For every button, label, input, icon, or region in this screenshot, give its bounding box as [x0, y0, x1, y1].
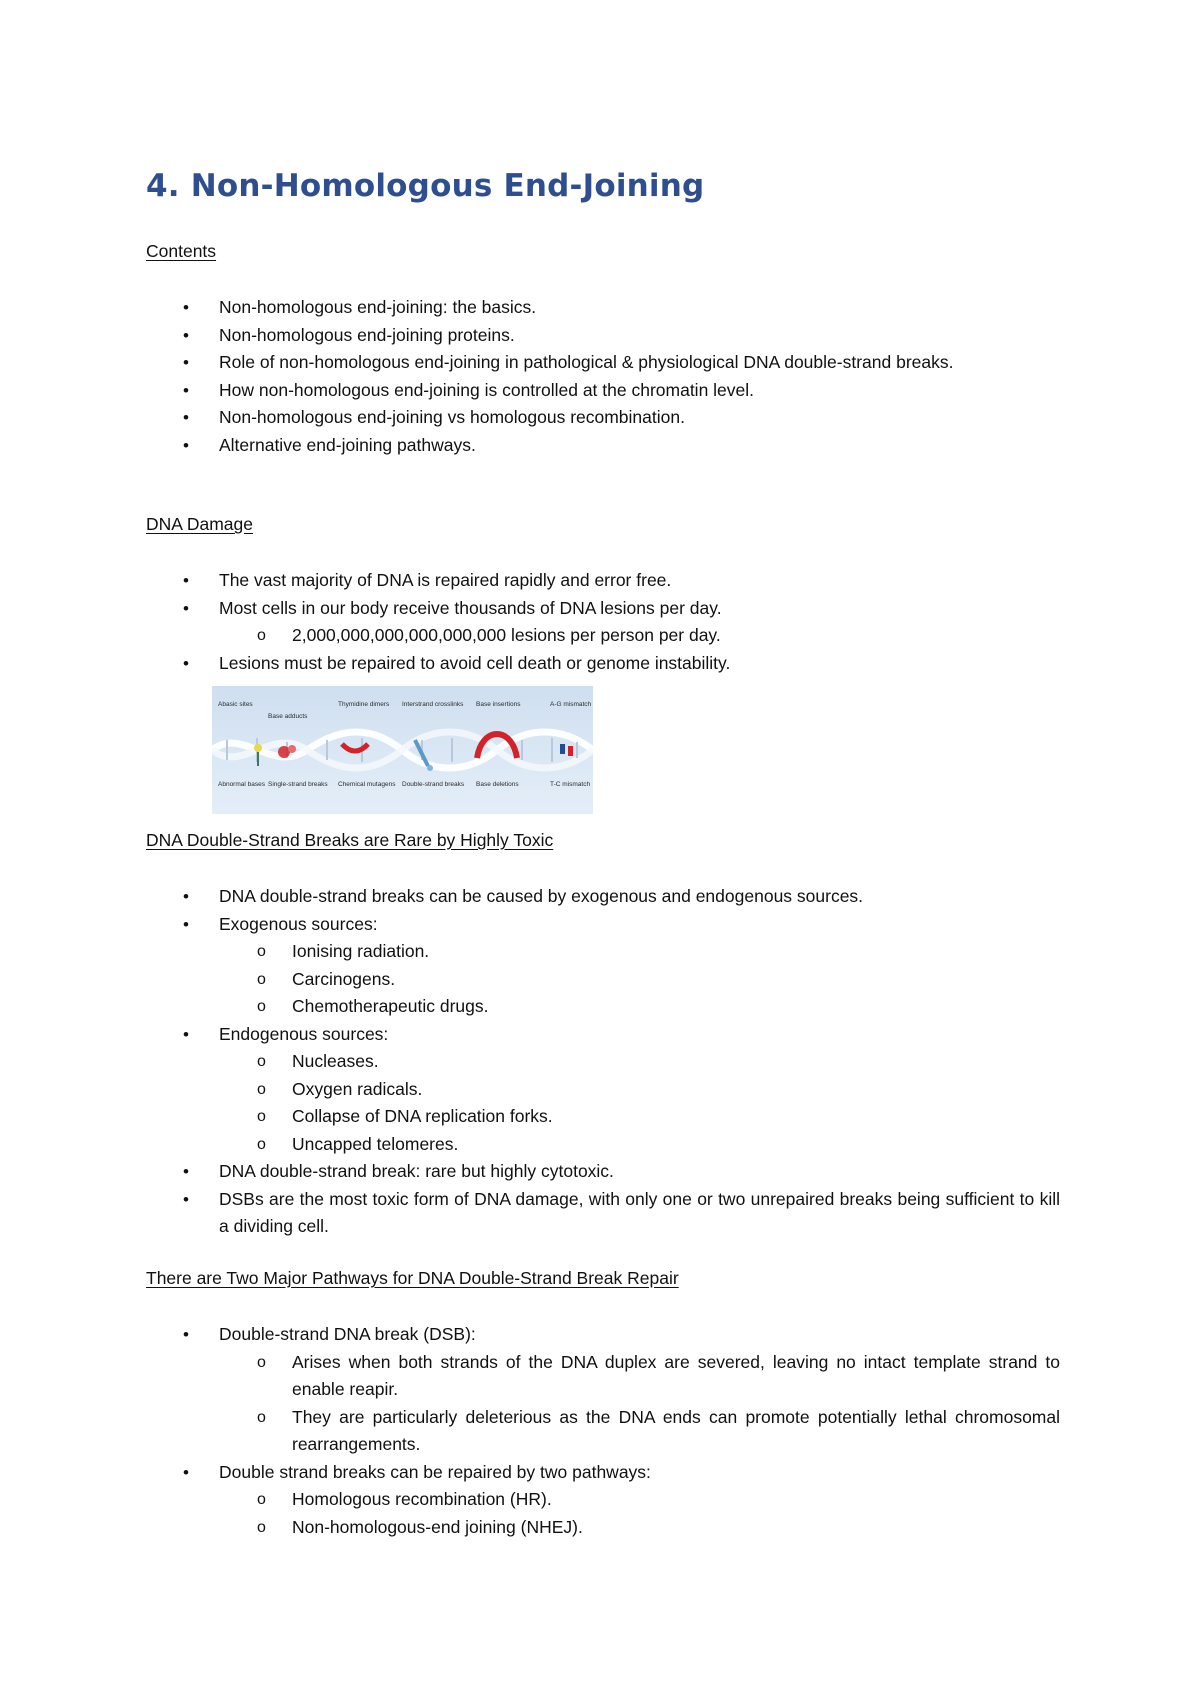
- list-item: • Double-strand DNA break (DSB):: [146, 1321, 1060, 1349]
- sub-list-item: o Arises when both strands of the DNA duplex are severed, leaving no intact template strand to enable reapir.: [146, 1349, 1060, 1404]
- fig-label-top: Base adducts: [268, 713, 308, 720]
- fig-label-top: A-G mismatch: [550, 701, 592, 708]
- fig-label-top: Thymidine dimers: [338, 701, 390, 708]
- sub-list-item: o Nucleases.: [146, 1048, 1060, 1076]
- sub-bullet: o: [257, 943, 266, 960]
- bullet: •: [183, 298, 189, 317]
- list-item: • Most cells in our body receive thousands of DNA lesions per day.: [146, 595, 1060, 623]
- bullet: •: [183, 914, 189, 934]
- fig-label-top: Abasic sites: [218, 701, 253, 708]
- bullet: •: [183, 653, 189, 673]
- list-item: • Lesions must be repaired to avoid cell death or genome instability.: [146, 650, 1060, 678]
- dsb-list: [146, 883, 1060, 1241]
- page-title: 4. Non-Homologous End-Joining: [146, 168, 705, 204]
- list-item: • Double strand breaks can be repaired by two pathways:: [146, 1459, 1060, 1487]
- list-item: • Exogenous sources:: [146, 911, 1060, 939]
- sub-list-item: o Oxygen radicals.: [146, 1076, 1060, 1104]
- sub-bullet: o: [257, 1491, 266, 1508]
- list-item: • Non-homologous end-joining proteins.: [146, 322, 1060, 350]
- fig-label-bottom: Double-strand breaks: [402, 781, 465, 788]
- sub-bullet: o: [257, 627, 266, 644]
- list-item: • DNA double-strand breaks can be caused by exogenous and endogenous sources.: [146, 883, 1060, 911]
- list-item: • DSBs are the most toxic form of DNA damage, with only one or two unrepaired breaks being sufficient to kill a dividing cell.: [146, 1186, 1060, 1241]
- fig-label-top: Base insertions: [476, 701, 521, 708]
- dna-damage-figure: [212, 686, 593, 814]
- sub-bullet: o: [257, 1108, 266, 1125]
- list-item: • Alternative end-joining pathways.: [146, 432, 1060, 460]
- pathways-list: [146, 1321, 1060, 1541]
- bullet: •: [183, 1024, 189, 1044]
- fig-label-bottom: Base deletions: [476, 781, 519, 788]
- fig-label-bottom: T-C mismatch: [550, 781, 591, 788]
- bullet: •: [183, 408, 189, 427]
- bullet: •: [183, 353, 189, 372]
- list-item: • Non-homologous end-joining: the basics.: [146, 294, 1060, 322]
- fig-label-bottom: Single-strand breaks: [268, 781, 328, 788]
- dna-helix-illustration: [212, 686, 593, 814]
- sub-bullet: o: [257, 1135, 266, 1153]
- fig-label-bottom: Chemical mutagens: [338, 781, 396, 788]
- contents-list: [146, 294, 1060, 459]
- dna-damage-heading: DNA Damage: [146, 514, 253, 534]
- sub-list-item: o Chemotherapeutic drugs.: [146, 993, 1060, 1021]
- bullet: •: [183, 571, 189, 590]
- sub-bullet: o: [257, 1053, 266, 1070]
- sub-list-item: o Non-homologous-end joining (NHEJ).: [146, 1514, 1060, 1542]
- bullet: •: [183, 325, 189, 345]
- sub-bullet: o: [257, 970, 266, 988]
- list-item: • Role of non-homologous end-joining in pathological & physiological DNA double-strand breaks.: [146, 349, 1060, 377]
- dna-damage-list: [146, 567, 1060, 677]
- sub-bullet: o: [257, 1518, 266, 1536]
- list-item: • Endogenous sources:: [146, 1021, 1060, 1049]
- bullet: •: [183, 435, 189, 455]
- sub-list-item: o Carcinogens.: [146, 966, 1060, 994]
- bullet: •: [183, 1189, 189, 1209]
- list-item: • The vast majority of DNA is repaired rapidly and error free.: [146, 567, 1060, 595]
- dsb-heading: DNA Double-Strand Breaks are Rare by Highly Toxic: [146, 830, 554, 850]
- mismatch-mark: [560, 744, 565, 754]
- bullet: •: [183, 1462, 189, 1482]
- bullet: •: [183, 887, 189, 906]
- pathways-heading: There are Two Major Pathways for DNA Double-Strand Break Repair: [146, 1268, 679, 1288]
- contents-heading: Contents: [146, 241, 217, 261]
- bullet: •: [183, 380, 189, 400]
- list-item: • How non-homologous end-joining is controlled at the chromatin level.: [146, 377, 1060, 405]
- fig-label-bottom: Abnormal bases: [218, 781, 265, 788]
- sub-bullet: o: [257, 998, 266, 1015]
- list-item: • DNA double-strand break: rare but highly cytotoxic.: [146, 1158, 1060, 1186]
- sub-list-item: o Homologous recombination (HR).: [146, 1486, 1060, 1514]
- sub-list-item: o Ionising radiation.: [146, 938, 1060, 966]
- sub-bullet: o: [257, 1353, 266, 1371]
- abasic-site-mark: [254, 744, 262, 752]
- sub-bullet: o: [257, 1080, 266, 1098]
- list-item: • Non-homologous end-joining vs homologous recombination.: [146, 404, 1060, 432]
- sub-list-item: o 2,000,000,000,000,000,000 lesions per person per day.: [146, 622, 1060, 650]
- sub-list-item: o They are particularly deleterious as the DNA ends can promote potentially lethal chromosomal rearrangements.: [146, 1404, 1060, 1459]
- sub-list-item: o Collapse of DNA replication forks.: [146, 1103, 1060, 1131]
- fig-label-top: Interstrand crosslinks: [402, 701, 464, 708]
- sub-list-item: o Uncapped telomeres.: [146, 1131, 1060, 1159]
- bullet: •: [183, 598, 189, 618]
- sub-bullet: o: [257, 1408, 266, 1426]
- bullet: •: [183, 1162, 189, 1181]
- bullet: •: [183, 1325, 189, 1344]
